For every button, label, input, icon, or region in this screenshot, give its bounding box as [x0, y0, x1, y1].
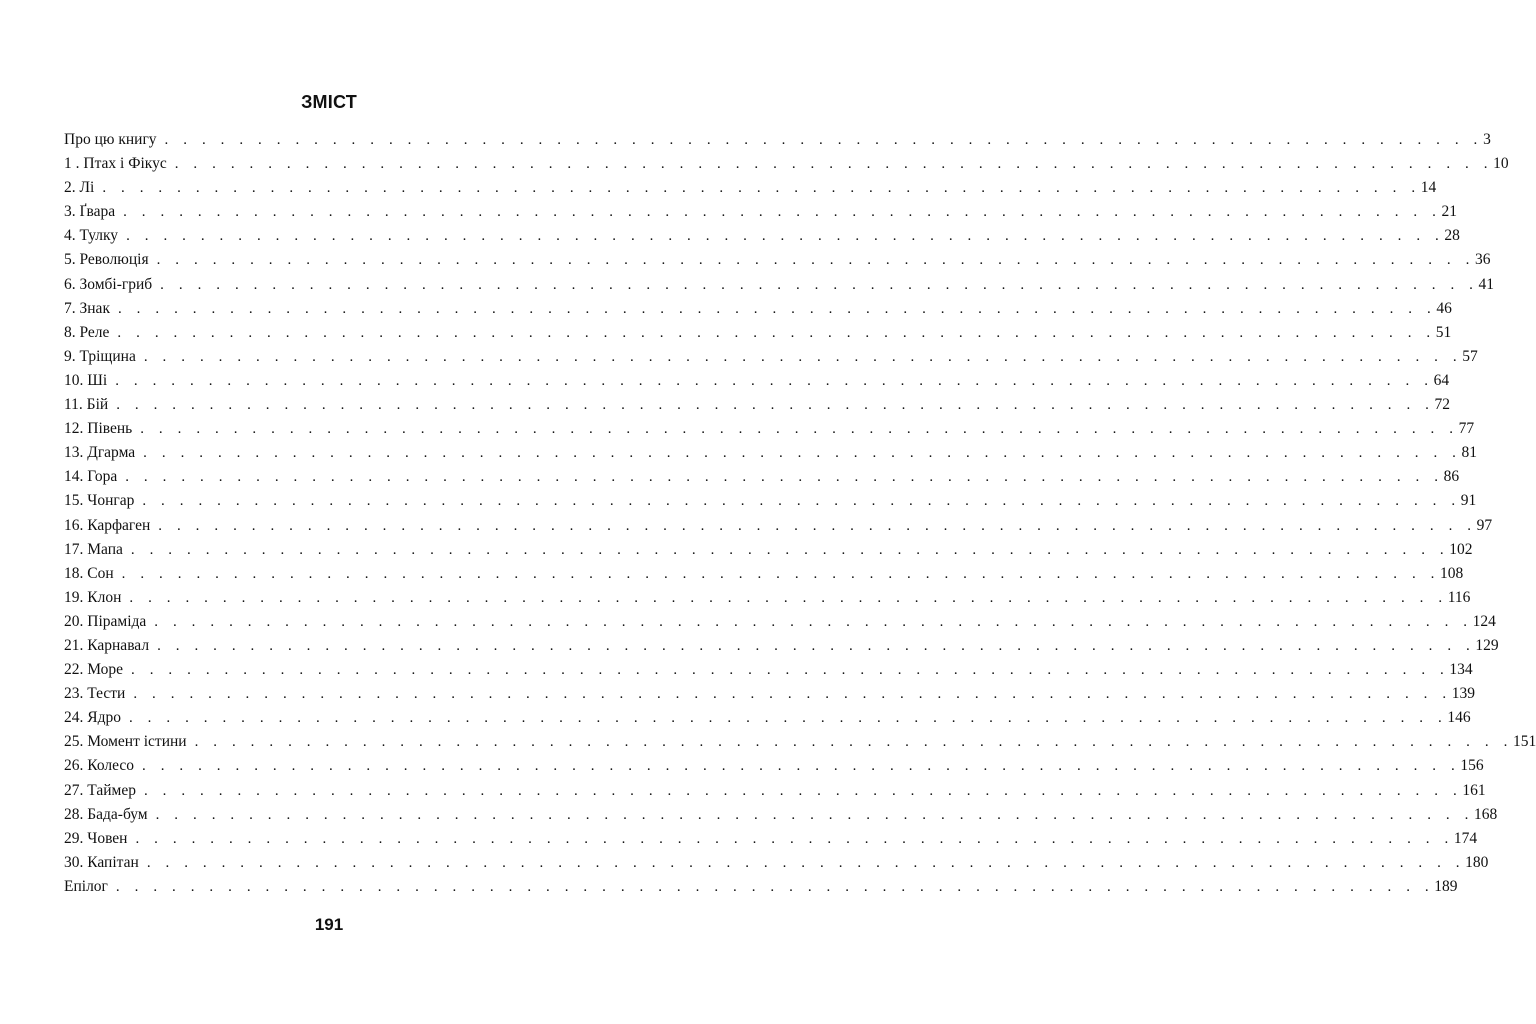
toc-entry-title: 14. Гора: [64, 468, 118, 486]
toc-entry-page: 108: [1440, 564, 1464, 582]
toc-entry-page: 72: [1434, 396, 1451, 414]
toc-dot-leader: . . . . . . . . . . . . . . . . . . . . . . . . . . . . . . . . . . . . . . . . . . . . . . . . . . . . . . . . . . . . . . . . . . . . . . .: [194, 734, 1513, 751]
toc-entry-title: 22. Море: [64, 661, 124, 679]
toc-entry-title: 23. Тести: [64, 685, 126, 703]
toc-dot-leader: . . . . . . . . . . . . . . . . . . . . . . . . . . . . . . . . . . . . . . . . . . . . . . . . . . . . . . . . . . . . . . . . . . . . . . .: [143, 782, 1463, 799]
toc-entry-page: 10: [1493, 155, 1509, 173]
toc-entry: [64, 152, 1509, 176]
toc-dot-leader: . . . . . . . . . . . . . . . . . . . . . . . . . . . . . . . . . . . . . . . . . . . . . . . . . . . . . . . . . . . . . . . . . . . . . . .: [154, 613, 1473, 630]
toc-dot-leader: . . . . . . . . . . . . . . . . . . . . . . . . . . . . . . . . . . . . . . . . . . . . . . . . . . . . . . . . . . . . . . . . . . . . . . .: [117, 324, 1436, 341]
toc-entry-title: 24. Ядро: [64, 709, 121, 727]
toc-entry: [64, 634, 1499, 658]
toc-entry: [64, 297, 1452, 321]
toc-entry: [64, 369, 1450, 393]
toc-entry-page: 102: [1449, 540, 1473, 558]
toc-entry-title: 2. Лі: [64, 179, 95, 197]
toc-entry-page: 168: [1473, 805, 1498, 823]
toc-entry-page: 36: [1474, 251, 1491, 269]
toc-entry-title: Про цю книгу: [64, 131, 157, 148]
toc-entry-page: 146: [1447, 709, 1471, 727]
toc-entry: [64, 562, 1464, 586]
toc-dot-leader: . . . . . . . . . . . . . . . . . . . . . . . . . . . . . . . . . . . . . . . . . . . . . . . . . . . . . . . . . . . . . . . . . . . . . . .: [133, 686, 1452, 703]
toc-entry-page: 180: [1465, 853, 1489, 871]
toc-dot-leader: . . . . . . . . . . . . . . . . . . . . . . . . . . . . . . . . . . . . . . . . . . . . . . . . . . . . . . . . . . . . . . . . . . . . . . .: [126, 228, 1445, 245]
toc-dot-leader: . . . . . . . . . . . . . . . . . . . . . . . . . . . . . . . . . . . . . . . . . . . . . . . . . . . . . . . . . . . . . . . . . . . . . . .: [142, 758, 1461, 775]
toc-entry-title: 9. Тріщина: [64, 347, 136, 365]
toc-dot-leader: . . . . . . . . . . . . . . . . . . . . . . . . . . . . . . . . . . . . . . . . . . . . . . . . . . . . . . . . . . . . . . . . . . . . . . .: [135, 830, 1454, 847]
toc-entry: [64, 875, 1458, 899]
toc-entry: [64, 827, 1478, 851]
toc-dot-leader: . . . . . . . . . . . . . . . . . . . . . . . . . . . . . . . . . . . . . . . . . . . . . . . . . . . . . . . . . . . . . . . . . . . . . . .: [130, 541, 1450, 558]
toc-entry-page: 161: [1462, 781, 1486, 799]
toc-entry-title: 8. Реле: [64, 323, 110, 341]
toc-entry-page: 28: [1444, 227, 1460, 245]
toc-dot-leader: . . . . . . . . . . . . . . . . . . . . . . . . . . . . . . . . . . . . . . . . . . . . . . . . . . . . . . . . . . . . . . . . . . . . . . .: [143, 445, 1462, 462]
toc-dot-leader: . . . . . . . . . . . . . . . . . . . . . . . . . . . . . . . . . . . . . . . . . . . . . . . . . . . . . . . . . . . . . . . . . . . . . . .: [121, 565, 1440, 582]
toc-entry-title: Епілог: [64, 877, 108, 895]
toc-entry-title: 21. Карнавал: [64, 636, 150, 654]
toc-dot-leader: . . . . . . . . . . . . . . . . . . . . . . . . . . . . . . . . . . . . . . . . . . . . . . . . . . . . . . . . . . . . . . . . . . . . . . .: [128, 710, 1448, 727]
toc-entry-page: 116: [1447, 588, 1471, 606]
toc-entry-page: 64: [1433, 371, 1450, 389]
toc-entry-title: 27. Таймер: [64, 781, 136, 799]
toc-entry: [64, 248, 1491, 272]
toc-dot-leader: . . . . . . . . . . . . . . . . . . . . . . . . . . . . . . . . . . . . . . . . . . . . . . . . . . . . . . . . . . . . . . . . . . . . . . .: [117, 300, 1437, 317]
toc-entry: [64, 417, 1475, 441]
toc-entry-page: 46: [1436, 299, 1452, 317]
toc-dot-leader: . . . . . . . . . . . . . . . . . . . . . . . . . . . . . . . . . . . . . . . . . . . . . . . . . . . . . . . . . . . . . . . . . . . . . . .: [116, 397, 1435, 414]
toc-entry-title: 5. Революція: [64, 251, 149, 269]
toc-entry: [64, 489, 1477, 513]
toc-dot-leader: . . . . . . . . . . . . . . . . . . . . . . . . . . . . . . . . . . . . . . . . . . . . . . . . . . . . . . . . . . . . . . . . . . . . . . .: [123, 204, 1442, 221]
toc-entry: [64, 706, 1471, 730]
toc-entry: [64, 465, 1460, 489]
toc-dot-leader: . . . . . . . . . . . . . . . . . . . . . . . . . . . . . . . . . . . . . . . . . . . . . . . . . . . . . . . . . . . . . . . . . . . . . . .: [140, 421, 1459, 438]
toc-dot-leader: . . . . . . . . . . . . . . . . . . . . . . . . . . . . . . . . . . . . . . . . . . . . . . . . . . . . . . . . . . . . . . . . . . . . . . .: [157, 637, 1476, 654]
toc-entry: [64, 176, 1437, 200]
toc-entry-page: 156: [1460, 757, 1484, 775]
toc-entry: [64, 610, 1496, 634]
toc-entry: [64, 682, 1475, 706]
toc-entry: [64, 779, 1486, 803]
toc-entry: [64, 393, 1451, 417]
page-title: ЗМІСТ: [301, 92, 357, 112]
toc-entry-page: 81: [1461, 444, 1478, 462]
toc-entry-title: 29. Човен: [64, 829, 128, 847]
toc-entry: [64, 586, 1471, 610]
toc-entry-title: 11. Бій: [64, 396, 109, 414]
toc-entry-title: 15. Чонгар: [64, 492, 135, 510]
toc-dot-leader: . . . . . . . . . . . . . . . . . . . . . . . . . . . . . . . . . . . . . . . . . . . . . . . . . . . . . . . . . . . . . . . . . . . . . . .: [142, 493, 1461, 510]
toc-dot-leader: . . . . . . . . . . . . . . . . . . . . . . . . . . . . . . . . . . . . . . . . . . . . . . . . . . . . . . . . . . . . . . . . . . . . . . .: [174, 156, 1494, 173]
toc-entry-page: 86: [1443, 468, 1460, 486]
toc-entry-title: 20. Піраміда: [64, 612, 147, 630]
toc-entry: [64, 441, 1478, 465]
toc-dot-leader: . . . . . . . . . . . . . . . . . . . . . . . . . . . . . . . . . . . . . . . . . . . . . . . . . . . . . . . . . . . . . . . . . . . . . . .: [125, 469, 1444, 486]
toc-entry-page: 129: [1475, 636, 1499, 654]
toc-entry-title: 16. Карфаген: [64, 516, 151, 534]
toc-dot-leader: . . . . . . . . . . . . . . . . . . . . . . . . . . . . . . . . . . . . . . . . . . . . . . . . . . . . . . . . . . . . . . . . . . . . . . .: [158, 517, 1477, 534]
toc-entry-page: 51: [1435, 323, 1452, 341]
toc-entry-title: 4. Тулку: [64, 227, 119, 245]
toc-entry-page: 3: [1483, 131, 1491, 148]
toc-entry-page: 189: [1434, 877, 1458, 895]
toc-entry-title: 7. Знак: [64, 299, 110, 317]
toc-dot-leader: . . . . . . . . . . . . . . . . . . . . . . . . . . . . . . . . . . . . . . . . . . . . . . . . . . . . . . . . . . . . . . . . . . . . . . .: [131, 662, 1450, 679]
toc-entry-page: 134: [1449, 661, 1473, 679]
toc-entry: [64, 200, 1457, 224]
toc-entry-title: 1 . Птах і Фікус: [64, 155, 167, 173]
toc-entry-page: 21: [1441, 203, 1457, 221]
toc-entry-page: 174: [1453, 829, 1478, 847]
toc-dot-leader: . . . . . . . . . . . . . . . . . . . . . . . . . . . . . . . . . . . . . . . . . . . . . . . . . . . . . . . . . . . . . . . . . . . . . . .: [129, 589, 1448, 606]
toc-entry-title: 30. Капітан: [64, 853, 139, 871]
toc-entry-title: 19. Клон: [64, 588, 122, 606]
table-of-contents: [64, 128, 1536, 899]
toc-entry: [64, 514, 1493, 538]
toc-entry-title: 13. Дгарма: [64, 444, 136, 462]
toc-dot-leader: . . . . . . . . . . . . . . . . . . . . . . . . . . . . . . . . . . . . . . . . . . . . . . . . . . . . . . . . . . . . . . . . . . . . . . .: [102, 180, 1421, 197]
toc-dot-leader: . . . . . . . . . . . . . . . . . . . . . . . . . . . . . . . . . . . . . . . . . . . . . . . . . . . . . . . . . . . . . . . . . . . . . . .: [164, 132, 1483, 148]
toc-entry: [64, 730, 1536, 754]
toc-entry: [64, 345, 1478, 369]
toc-entry-title: 17. Мапа: [64, 540, 123, 558]
toc-entry-page: 91: [1460, 492, 1477, 510]
toc-entry-page: 77: [1458, 420, 1475, 438]
toc-entry: [64, 803, 1498, 827]
toc-entry: [64, 658, 1473, 682]
toc-dot-leader: . . . . . . . . . . . . . . . . . . . . . . . . . . . . . . . . . . . . . . . . . . . . . . . . . . . . . . . . . . . . . . . . . . . . . . .: [155, 806, 1474, 823]
toc-entry-page: 124: [1472, 612, 1496, 630]
toc-entry: [64, 273, 1495, 297]
page-number: 191: [314, 915, 344, 934]
toc-entry-page: 57: [1462, 347, 1478, 365]
toc-entry-title: 28. Бада-бум: [64, 805, 148, 823]
toc-entry-page: 97: [1476, 516, 1493, 534]
toc-entry-title: 26. Колесо: [64, 757, 134, 775]
toc-entry-title: 25. Момент істини: [64, 733, 187, 751]
toc-entry-title: 18. Сон: [64, 564, 114, 582]
toc-dot-leader: . . . . . . . . . . . . . . . . . . . . . . . . . . . . . . . . . . . . . . . . . . . . . . . . . . . . . . . . . . . . . . . . . . . . . . .: [115, 372, 1434, 389]
toc-entry: [64, 224, 1460, 248]
toc-entry-title: 10. Ші: [64, 371, 108, 389]
toc-entry-page: 139: [1451, 685, 1475, 703]
toc-entry: [64, 851, 1489, 875]
toc-dot-leader: . . . . . . . . . . . . . . . . . . . . . . . . . . . . . . . . . . . . . . . . . . . . . . . . . . . . . . . . . . . . . . . . . . . . . . .: [156, 252, 1475, 269]
toc-entry: [64, 321, 1452, 345]
toc-dot-leader: . . . . . . . . . . . . . . . . . . . . . . . . . . . . . . . . . . . . . . . . . . . . . . . . . . . . . . . . . . . . . . . . . . . . . . .: [160, 276, 1479, 293]
toc-entry-page: 14: [1420, 179, 1437, 197]
toc-dot-leader: . . . . . . . . . . . . . . . . . . . . . . . . . . . . . . . . . . . . . . . . . . . . . . . . . . . . . . . . . . . . . . . . . . . . . . .: [146, 854, 1466, 871]
toc-entry-title: 6. Зомбі-гриб: [64, 275, 153, 293]
toc-entry-title: 3. Ґвара: [64, 203, 116, 221]
toc-dot-leader: . . . . . . . . . . . . . . . . . . . . . . . . . . . . . . . . . . . . . . . . . . . . . . . . . . . . . . . . . . . . . . . . . . . . . . .: [143, 348, 1463, 365]
toc-entry: [64, 538, 1473, 562]
toc-entry: [64, 128, 1491, 152]
toc-entry-title: 12. Півень: [64, 420, 133, 438]
toc-entry-page: 41: [1478, 275, 1495, 293]
toc-entry: [64, 754, 1484, 778]
toc-dot-leader: . . . . . . . . . . . . . . . . . . . . . . . . . . . . . . . . . . . . . . . . . . . . . . . . . . . . . . . . . . . . . . . . . . . . . . .: [115, 878, 1435, 895]
toc-entry-page: 151: [1512, 733, 1536, 751]
